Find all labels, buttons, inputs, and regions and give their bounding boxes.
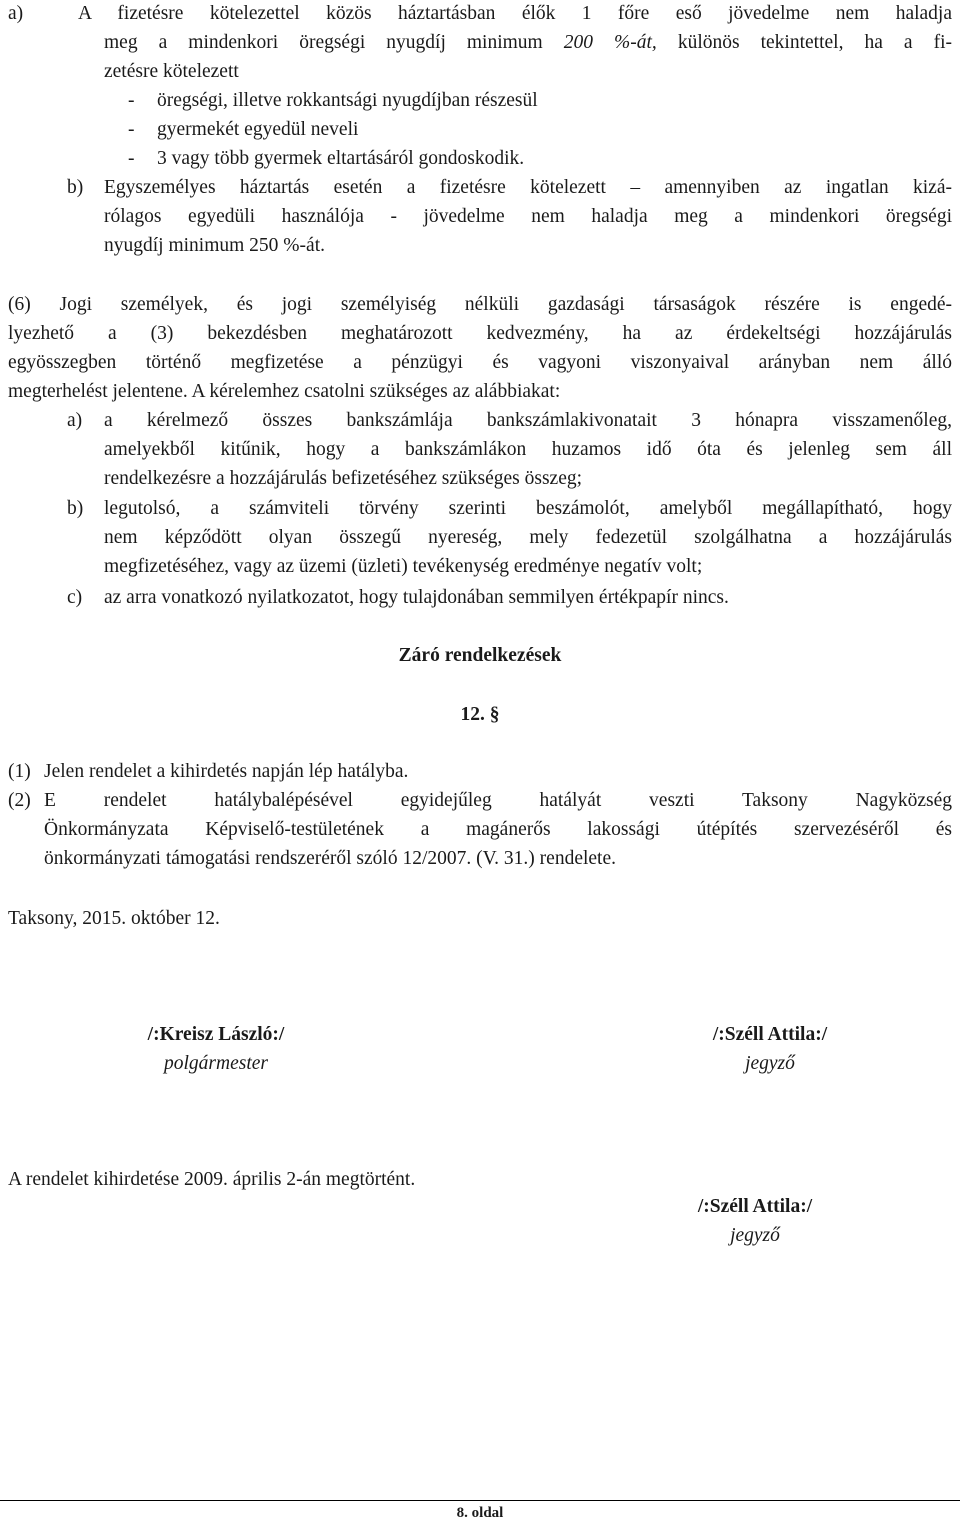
closing-heading: Záró rendelkezések <box>398 645 562 666</box>
closing-item-marker: (2) <box>8 790 31 811</box>
place-date: Taksony, 2015. október 12. <box>8 908 220 929</box>
item-a-line-1: A fizetésre kötelezettel közös háztartásban élők 1 főre eső jövedelme nem haladja <box>78 3 952 24</box>
closing-item-line: Jelen rendelet a kihirdetés napján lép hatályba. <box>44 761 409 782</box>
sub-item-dash: - <box>128 148 135 169</box>
promulgation-name: /:Széll Attila:/ <box>697 1196 813 1217</box>
item-b-line: rólagos egyedüli használója - jövedelme nem haladja meg a mindenkori öregségi <box>104 206 952 227</box>
closing-item-line: E rendelet hatálybalépésével egyidejűleg hatályát veszti Taksony Nagyközség <box>44 790 952 811</box>
para-6-line: megterhelést jelentene. A kérelemhez csatolni szükséges az alábbiakat: <box>8 381 561 402</box>
para-6-line: egyösszegben történő megfizetése a pénzügyi és vagyoni viszonyaival arányban nem álló <box>8 352 952 373</box>
sub-item-dash: - <box>128 90 135 111</box>
item-b-marker: b) <box>67 177 84 198</box>
para-6-item-line: nem képződött olyan összegű nyereség, mely fedezetül szolgálhatna a hozzájárulás <box>104 527 952 548</box>
signature-left-name: /:Kreisz László:/ <box>147 1024 285 1045</box>
para-6-item-marker: a) <box>67 410 83 431</box>
closing-item-marker: (1) <box>8 761 31 782</box>
item-b-line: nyugdíj minimum 250 %-át. <box>104 235 325 256</box>
para-6-line: lyezhető a (3) bekezdésben meghatározott kedvezmény, ha az érdekeltségi hozzájárulás <box>8 323 952 344</box>
item-a-percentage: 200 %-át, <box>563 32 657 53</box>
item-a-marker: a) <box>8 3 24 24</box>
footer-rule <box>0 1500 960 1501</box>
sub-item: öregségi, illetve rokkantsági nyugdíjban részesül <box>157 90 538 111</box>
para-6-item-line: az arra vonatkozó nyilatkozatot, hogy tulajdonában semmilyen értékpapír nincs. <box>104 587 729 608</box>
para-6-line: (6) Jogi személyek, és jogi személyiség nélküli gazdasági társaságok részére is engedé- <box>8 294 952 315</box>
section-number: 12. § <box>460 704 500 725</box>
signature-left-title: polgármester <box>164 1053 268 1074</box>
para-6-item-line: megfizetéséhez, vagy az üzemi (üzleti) tevékenység eredménye negatív volt; <box>104 556 703 577</box>
item-b-line: Egyszemélyes háztartás esetén a fizetésre kötelezett – amennyiben az ingatlan kizá- <box>104 177 952 198</box>
sub-item-dash: - <box>128 119 135 140</box>
sub-item: 3 vagy több gyermek eltartásáról gondoskodik. <box>157 148 525 169</box>
promulgation-title: jegyző <box>730 1225 780 1246</box>
para-6-item-line: legutolsó, a számviteli törvény szerinti beszámolót, amelyből megállapítható, hogy <box>104 498 952 519</box>
para-6-item-marker: b) <box>67 498 84 519</box>
page-number: 8. oldal <box>456 1505 504 1521</box>
para-6-item-marker: c) <box>67 587 83 608</box>
signature-right-title: jegyző <box>745 1053 795 1074</box>
signature-right-name: /:Széll Attila:/ <box>712 1024 828 1045</box>
item-a-line-2: meg a mindenkori öregségi nyugdíj minimum 200 %-át, különös tekintettel, ha a fi- <box>104 32 952 53</box>
promulgation-text: A rendelet kihirdetése 2009. április 2-án megtörtént. <box>8 1169 416 1190</box>
item-a-line-3: zetésre kötelezett <box>104 61 239 82</box>
closing-item-line: Önkormányzata Képviselő-testületének a magánerős lakossági útépítés szervezéséről és <box>44 819 952 840</box>
para-6-item-line: rendelkezésre a hozzájárulás befizetéséhez szükséges összeg; <box>104 468 583 489</box>
para-6-item-line: a kérelmező összes bankszámlája bankszámlakivonatait 3 hónapra visszamenőleg, <box>104 410 952 431</box>
sub-item: gyermekét egyedül neveli <box>157 119 359 140</box>
closing-item-line: önkormányzati támogatási rendszeréről szóló 12/2007. (V. 31.) rendelete. <box>44 848 617 869</box>
para-6-item-line: amelyekből kitűnik, hogy a bankszámlákon huzamos idő óta és jelenleg sem áll <box>104 439 952 460</box>
